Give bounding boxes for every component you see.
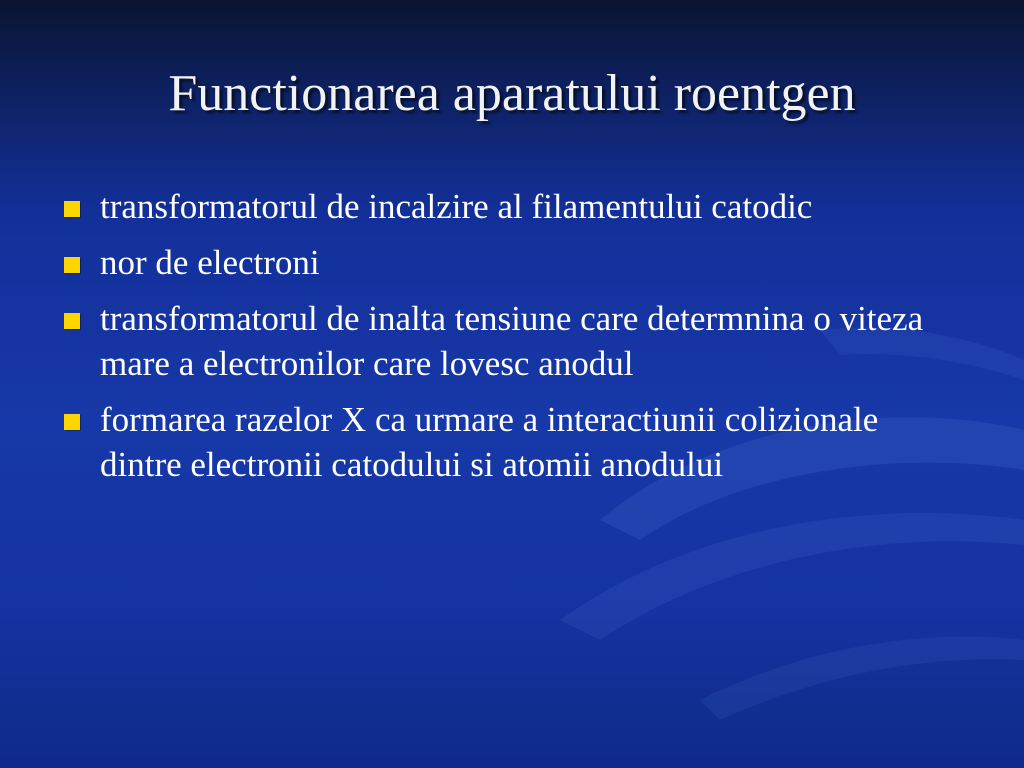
list-item bbox=[60, 397, 940, 487]
list-item-text: nor de electroni bbox=[100, 243, 320, 282]
bullet-square-icon bbox=[64, 414, 80, 430]
bullet-list bbox=[60, 184, 940, 498]
slide-title: Functionarea aparatului roentgen bbox=[168, 65, 856, 122]
list-item-text: transformatorul de inalta tensiune care determnina o viteza mare a electronilor care lovesc anodul bbox=[100, 299, 924, 383]
bullet-square-icon bbox=[64, 257, 80, 273]
list-item bbox=[60, 296, 940, 386]
bullet-square-icon bbox=[64, 313, 80, 329]
list-item-text: formarea razelor X ca urmare a interactiunii colizionale dintre electronii catodului si atomii anodului bbox=[100, 400, 879, 484]
list-item bbox=[60, 240, 940, 285]
list-item bbox=[60, 184, 940, 229]
bullet-square-icon bbox=[64, 201, 80, 217]
list-item-text: transformatorul de incalzire al filamentului catodic bbox=[100, 187, 813, 226]
